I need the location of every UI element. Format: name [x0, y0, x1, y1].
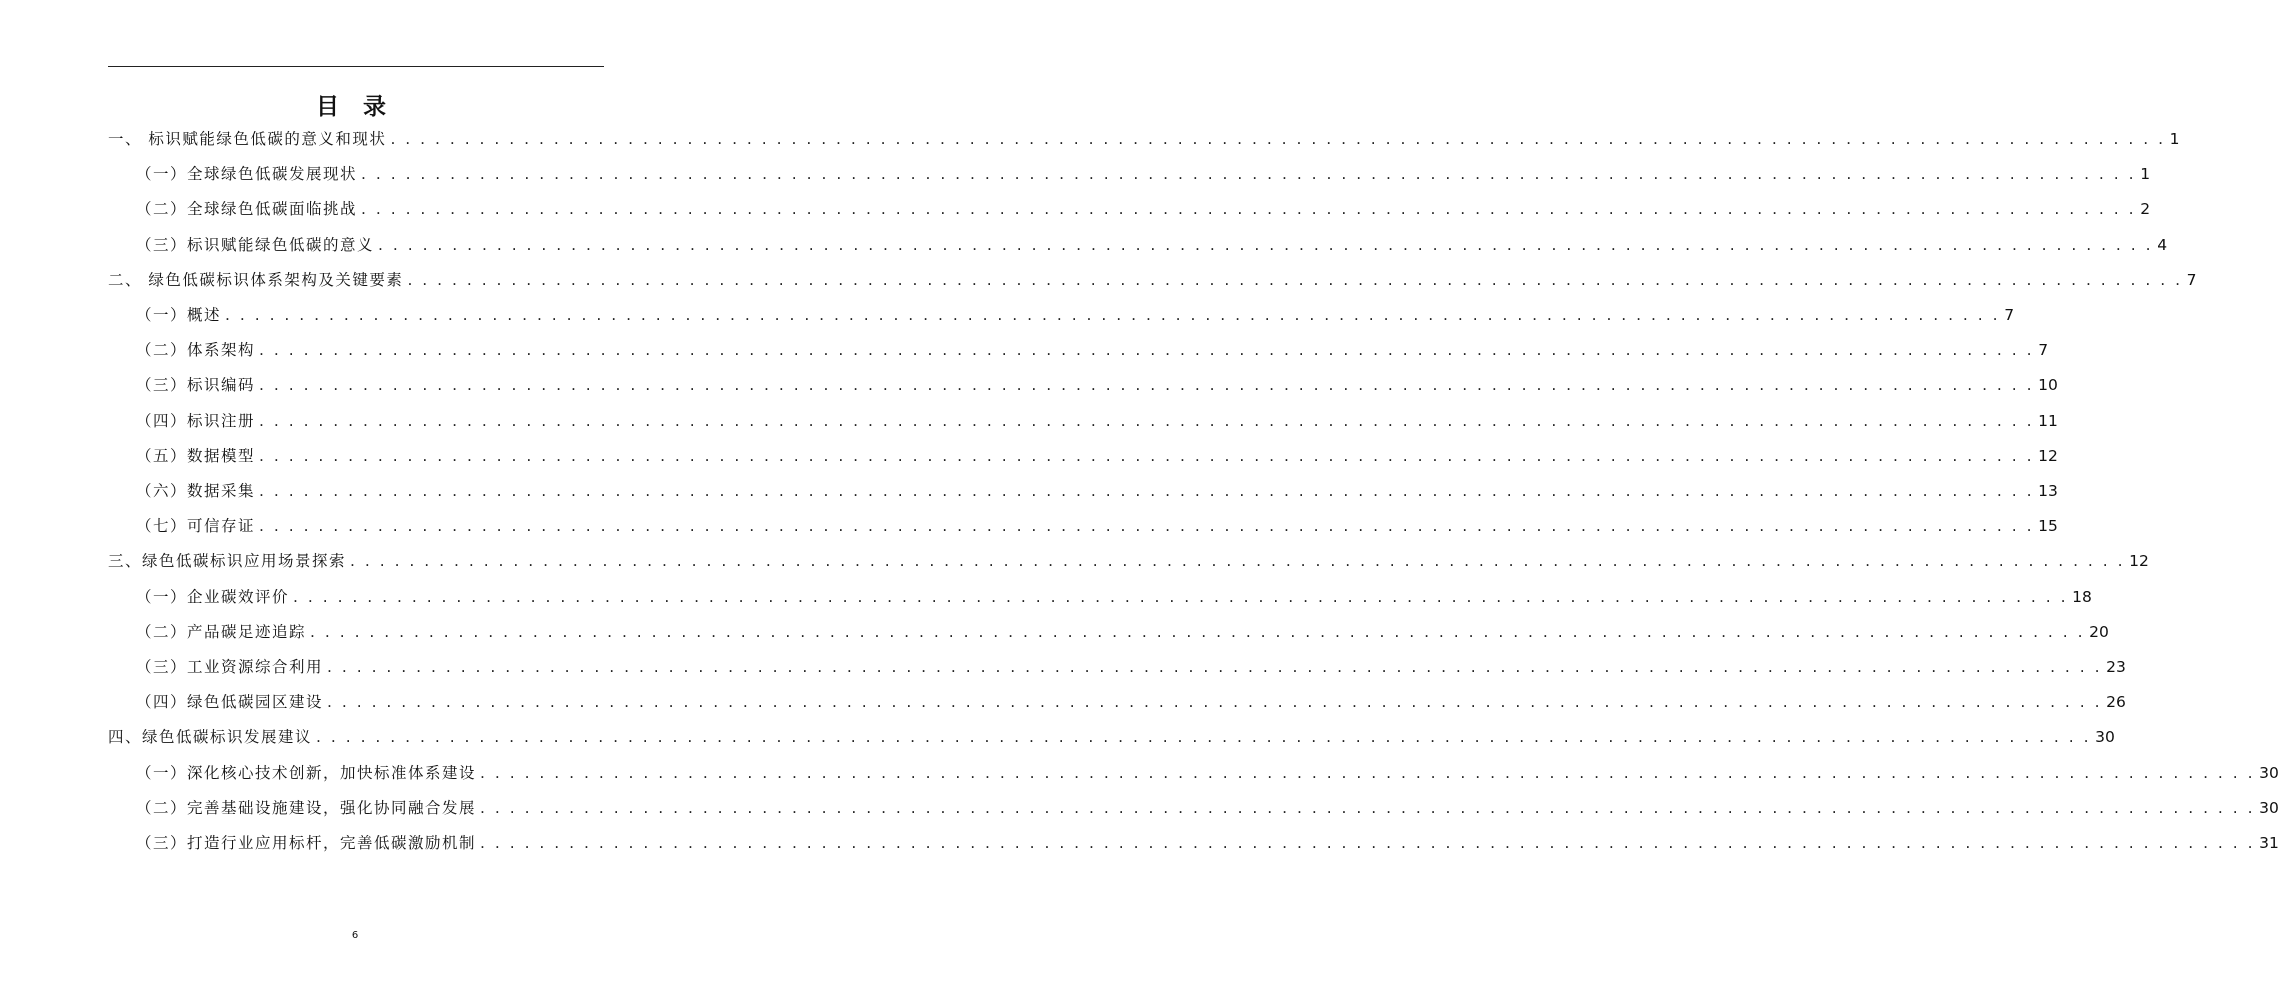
toc-entry-title: （一）概述: [136, 306, 222, 324]
toc-entry-title: （一）企业碳效评价: [136, 587, 290, 606]
header-rule: [108, 66, 604, 67]
toc-entry-title: 二、 绿色低碳标识体系架构及关键要素: [108, 270, 404, 289]
toc-dot-leader: . . . . . . . . . . . . . . . . . . . . . . . . . . . . . . . . . . . . . . . . . . . . . . . . . . . . . . . . . . . . . . . . . . . . . . . . . . . . . . . . . . . . . . . . . . . . . . . . . . . . . . . . . . . . . . . . . . . . . . . .: [310, 622, 2086, 641]
toc-entry-page: 1: [2169, 130, 2180, 148]
toc-entry-page: 2: [2140, 200, 2151, 219]
toc-entry-page: 30: [2095, 728, 2115, 747]
toc-entry-page: 1: [2140, 165, 2151, 184]
toc-dot-leader: . . . . . . . . . . . . . . . . . . . . . . . . . . . . . . . . . . . . . . . . . . . . . . . . . . . . . . . . . . . . . . . . . . . . . . . . . . . . . . . . . . . . . . . . . . . . . . . . . . . . . . . . . . . . . . . . . . . . . . . .: [361, 200, 2137, 219]
toc-dot-leader: . . . . . . . . . . . . . . . . . . . . . . . . . . . . . . . . . . . . . . . . . . . . . . . . . . . . . . . . . . . . . . . . . . . . . . . . . . . . . . . . . . . . . . . . . . . . . . . . . . . . . . . . . . . . . . . . . . . . . . . .: [225, 306, 2001, 324]
toc-entry-page: 30: [2259, 798, 2279, 817]
toc-entry-title: （三）标识赋能绿色低碳的意义: [136, 235, 375, 254]
toc-dot-leader: . . . . . . . . . . . . . . . . . . . . . . . . . . . . . . . . . . . . . . . . . . . . . . . . . . . . . . . . . . . . . . . . . . . . . . . . . . . . . . . . . . . . . . . . . . . . . . . . . . . . . . . . . . . . . . . . . . . . . . . .: [390, 130, 2166, 148]
toc-entry-title: （六）数据采集: [136, 482, 256, 500]
toc-entry-page: 31: [2259, 834, 2279, 852]
toc-section-entry[interactable]: [136, 580, 2092, 615]
toc-entry-page: 7: [2038, 341, 2049, 360]
toc-dot-leader: . . . . . . . . . . . . . . . . . . . . . . . . . . . . . . . . . . . . . . . . . . . . . . . . . . . . . . . . . . . . . . . . . . . . . . . . . . . . . . . . . . . . . . . . . . . . . . . . . . . . . . . . . . . . . . . . . . . . . . . .: [350, 552, 2126, 571]
toc-entry-title: （一）深化核心技术创新，加快标准体系建设: [136, 763, 477, 782]
toc-section-entry[interactable]: [136, 474, 2058, 509]
toc-entry-title: （四）标识注册: [136, 411, 256, 430]
toc-dot-leader: . . . . . . . . . . . . . . . . . . . . . . . . . . . . . . . . . . . . . . . . . . . . . . . . . . . . . . . . . . . . . . . . . . . . . . . . . . . . . . . . . . . . . . . . . . . . . . . . . . . . . . . . . . . . . . . . . . . . . . . .: [378, 235, 2154, 254]
toc-entry-title: （七）可信存证: [136, 517, 256, 536]
toc-section-entry[interactable]: [136, 685, 2126, 720]
toc-entry-page: 13: [2038, 482, 2058, 500]
toc-section-entry[interactable]: [136, 333, 2049, 368]
toc-dot-leader: . . . . . . . . . . . . . . . . . . . . . . . . . . . . . . . . . . . . . . . . . . . . . . . . . . . . . . . . . . . . . . . . . . . . . . . . . . . . . . . . . . . . . . . . . . . . . . . . . . . . . . . . . . . . . . . . . . . . . . . .: [407, 270, 2183, 289]
toc-dot-leader: . . . . . . . . . . . . . . . . . . . . . . . . . . . . . . . . . . . . . . . . . . . . . . . . . . . . . . . . . . . . . . . . . . . . . . . . . . . . . . . . . . . . . . . . . . . . . . . . . . . . . . . . . . . . . . . . . . . . . . . .: [259, 482, 2035, 500]
toc-entry-title: （二）全球绿色低碳面临挑战: [136, 200, 358, 219]
toc-section-entry[interactable]: [136, 650, 2126, 685]
toc-dot-leader: . . . . . . . . . . . . . . . . . . . . . . . . . . . . . . . . . . . . . . . . . . . . . . . . . . . . . . . . . . . . . . . . . . . . . . . . . . . . . . . . . . . . . . . . . . . . . . . . . . . . . . . . . . . . . . . . . . . . . . . .: [259, 517, 2035, 536]
toc-entry-title: 一、 标识赋能绿色低碳的意义和现状: [108, 130, 387, 148]
toc-dot-leader: . . . . . . . . . . . . . . . . . . . . . . . . . . . . . . . . . . . . . . . . . . . . . . . . . . . . . . . . . . . . . . . . . . . . . . . . . . . . . . . . . . . . . . . . . . . . . . . . . . . . . . . . . . . . . . . . . . . . . . . .: [327, 658, 2103, 676]
toc-section-entry[interactable]: [136, 826, 2279, 861]
page-number: 6: [351, 930, 359, 941]
toc-dot-leader: . . . . . . . . . . . . . . . . . . . . . . . . . . . . . . . . . . . . . . . . . . . . . . . . . . . . . . . . . . . . . . . . . . . . . . . . . . . . . . . . . . . . . . . . . . . . . . . . . . . . . . . . . . . . . . . . . . . . . . . .: [259, 376, 2035, 395]
toc-dot-leader: . . . . . . . . . . . . . . . . . . . . . . . . . . . . . . . . . . . . . . . . . . . . . . . . . . . . . . . . . . . . . . . . . . . . . . . . . . . . . . . . . . . . . . . . . . . . . . . . . . . . . . . . . . . . . . . . . . . . . . . .: [480, 798, 2256, 817]
toc-entry-title: 三、绿色低碳标识应用场景探索: [108, 552, 347, 571]
toc-dot-leader: . . . . . . . . . . . . . . . . . . . . . . . . . . . . . . . . . . . . . . . . . . . . . . . . . . . . . . . . . . . . . . . . . . . . . . . . . . . . . . . . . . . . . . . . . . . . . . . . . . . . . . . . . . . . . . . . . . . . . . . .: [259, 341, 2035, 360]
toc-section-entry[interactable]: [136, 228, 2168, 263]
toc-dot-leader: . . . . . . . . . . . . . . . . . . . . . . . . . . . . . . . . . . . . . . . . . . . . . . . . . . . . . . . . . . . . . . . . . . . . . . . . . . . . . . . . . . . . . . . . . . . . . . . . . . . . . . . . . . . . . . . . . . . . . . . .: [259, 446, 2035, 465]
toc-entry-page: 23: [2106, 658, 2126, 676]
toc-section-entry[interactable]: [136, 404, 2058, 439]
toc-section-entry[interactable]: [136, 791, 2279, 826]
toc-entry-title: 四、绿色低碳标识发展建议: [108, 728, 313, 747]
toc-section-entry[interactable]: [136, 509, 2058, 544]
toc-entry-title: （五）数据模型: [136, 446, 256, 465]
toc-entry-page: 20: [2089, 622, 2109, 641]
toc-entry-page: 30: [2259, 763, 2279, 782]
toc-dot-leader: . . . . . . . . . . . . . . . . . . . . . . . . . . . . . . . . . . . . . . . . . . . . . . . . . . . . . . . . . . . . . . . . . . . . . . . . . . . . . . . . . . . . . . . . . . . . . . . . . . . . . . . . . . . . . . . . . . . . . . . .: [293, 587, 2069, 606]
toc-entry-page: 7: [2186, 270, 2197, 289]
toc-chapter-entry[interactable]: [108, 263, 2197, 298]
toc-entry-page: 7: [2004, 306, 2015, 324]
toc-title: 目 录: [315, 94, 394, 120]
toc-entry-page: 10: [2038, 376, 2058, 395]
toc-entry-page: 12: [2038, 446, 2058, 465]
toc-entry-title: （二）体系架构: [136, 341, 256, 360]
toc-dot-leader: . . . . . . . . . . . . . . . . . . . . . . . . . . . . . . . . . . . . . . . . . . . . . . . . . . . . . . . . . . . . . . . . . . . . . . . . . . . . . . . . . . . . . . . . . . . . . . . . . . . . . . . . . . . . . . . . . . . . . . . .: [480, 763, 2256, 782]
toc-section-entry[interactable]: [136, 368, 2058, 403]
toc-entry-title: （三）标识编码: [136, 376, 256, 395]
toc-entry-title: （二）产品碳足迹追踪: [136, 622, 307, 641]
toc-section-entry[interactable]: [136, 615, 2109, 650]
toc-entry-title: （三）工业资源综合利用: [136, 658, 324, 676]
toc-entry-title: （二）完善基础设施建设，强化协同融合发展: [136, 798, 477, 817]
toc-section-entry[interactable]: [136, 192, 2151, 227]
toc-section-entry[interactable]: [136, 157, 2151, 192]
toc-entry-title: （三）打造行业应用标杆，完善低碳激励机制: [136, 834, 477, 852]
toc-dot-leader: . . . . . . . . . . . . . . . . . . . . . . . . . . . . . . . . . . . . . . . . . . . . . . . . . . . . . . . . . . . . . . . . . . . . . . . . . . . . . . . . . . . . . . . . . . . . . . . . . . . . . . . . . . . . . . . . . . . . . . . .: [361, 165, 2137, 184]
toc-dot-leader: . . . . . . . . . . . . . . . . . . . . . . . . . . . . . . . . . . . . . . . . . . . . . . . . . . . . . . . . . . . . . . . . . . . . . . . . . . . . . . . . . . . . . . . . . . . . . . . . . . . . . . . . . . . . . . . . . . . . . . . .: [316, 728, 2092, 747]
toc-entry-page: 26: [2106, 693, 2126, 712]
toc-entry-page: 18: [2072, 587, 2092, 606]
toc-section-entry[interactable]: [136, 298, 2015, 333]
toc-chapter-entry[interactable]: [108, 544, 2149, 579]
toc-chapter-entry[interactable]: [108, 122, 2180, 157]
toc-entry-page: 12: [2129, 552, 2149, 571]
toc-entry-page: 4: [2157, 235, 2168, 254]
toc-entry-title: （四）绿色低碳园区建设: [136, 693, 324, 712]
toc-section-entry[interactable]: [136, 756, 2279, 791]
toc-dot-leader: . . . . . . . . . . . . . . . . . . . . . . . . . . . . . . . . . . . . . . . . . . . . . . . . . . . . . . . . . . . . . . . . . . . . . . . . . . . . . . . . . . . . . . . . . . . . . . . . . . . . . . . . . . . . . . . . . . . . . . . .: [327, 693, 2103, 712]
toc-entry-title: （一）全球绿色低碳发展现状: [136, 165, 358, 184]
toc-section-entry[interactable]: [136, 439, 2058, 474]
toc-entry-page: 15: [2038, 517, 2058, 536]
toc-dot-leader: . . . . . . . . . . . . . . . . . . . . . . . . . . . . . . . . . . . . . . . . . . . . . . . . . . . . . . . . . . . . . . . . . . . . . . . . . . . . . . . . . . . . . . . . . . . . . . . . . . . . . . . . . . . . . . . . . . . . . . . .: [259, 411, 2035, 430]
toc-entry-page: 11: [2038, 411, 2058, 430]
toc-chapter-entry[interactable]: [108, 720, 2115, 755]
toc-dot-leader: . . . . . . . . . . . . . . . . . . . . . . . . . . . . . . . . . . . . . . . . . . . . . . . . . . . . . . . . . . . . . . . . . . . . . . . . . . . . . . . . . . . . . . . . . . . . . . . . . . . . . . . . . . . . . . . . . . . . . . . .: [480, 834, 2256, 852]
